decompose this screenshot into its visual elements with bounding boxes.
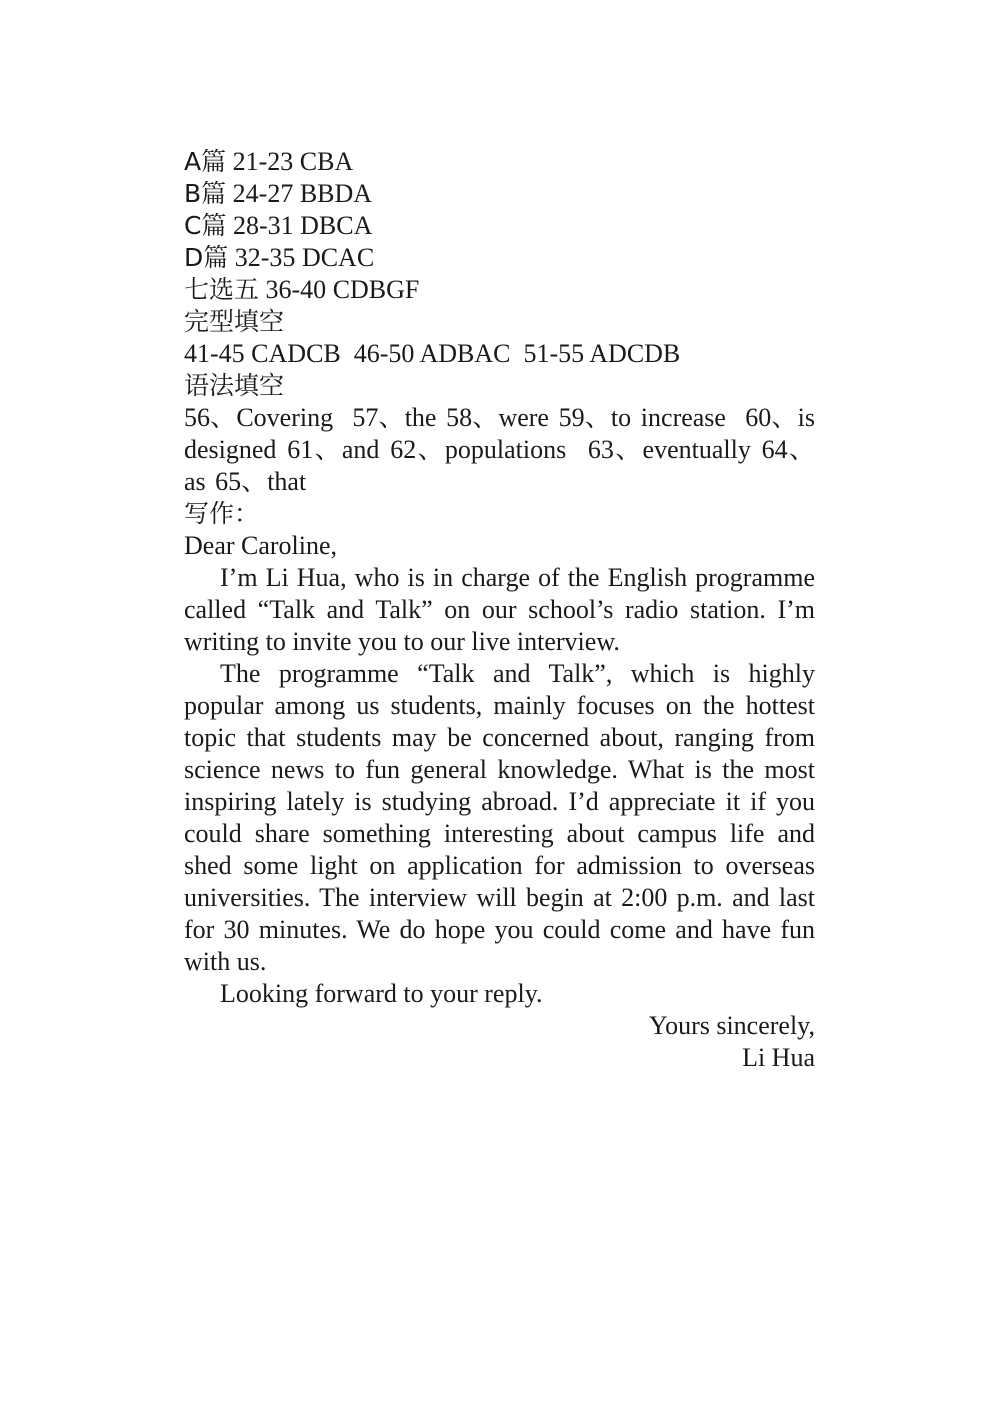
answers: ADBAC bbox=[419, 339, 511, 368]
answers: DBCA bbox=[300, 211, 373, 240]
question-range: 21-23 bbox=[232, 147, 294, 176]
cloze-answers bbox=[184, 338, 815, 370]
reading-c-answers bbox=[184, 210, 815, 242]
section-label: B篇 bbox=[184, 179, 227, 208]
answers: CADCB bbox=[251, 339, 341, 368]
seven-choose-five-answers bbox=[184, 274, 815, 306]
grammar-item: 63、eventually bbox=[587, 435, 751, 464]
writing-heading: 写作： bbox=[184, 499, 260, 528]
grammar-item: 59、to increase bbox=[558, 403, 726, 432]
answers: CDBGF bbox=[332, 275, 420, 304]
grammar-item: 60、is designed bbox=[184, 403, 815, 464]
answers: CBA bbox=[299, 147, 354, 176]
section-label: A篇 bbox=[184, 147, 227, 176]
grammar-heading: 语法填空 bbox=[184, 371, 285, 400]
letter-salutation: Dear Caroline, bbox=[184, 531, 338, 560]
letter-paragraph: The programme “Talk and Talk”, which is highly popular among us students, mainly focuses on the hottest topic that students may be concerned about, ranging from science news to fun general knowledge. What is the most inspiring lately is studying abroad. I’d appreciate it if you could share something interesting about campus life and shed some light on application for admission to overseas universities. The interview will begin at 2:00 p.m. and last for 30 minutes. We do hope you could come and have fun with us. bbox=[184, 659, 815, 976]
answers: BBDA bbox=[299, 179, 373, 208]
question-range: 36-40 bbox=[265, 275, 327, 304]
grammar-item: 62、populations bbox=[390, 435, 567, 464]
letter-closing: Yours sincerely, bbox=[648, 1011, 815, 1040]
grammar-item: 65、that bbox=[215, 467, 307, 496]
question-range: 28-31 bbox=[232, 211, 294, 240]
reading-b-answers bbox=[184, 178, 815, 210]
grammar-item: 56、Covering bbox=[184, 403, 334, 432]
letter-paragraph: Looking forward to your reply. bbox=[220, 979, 543, 1008]
grammar-item: 64、as bbox=[184, 435, 815, 496]
answers: DCAC bbox=[301, 243, 375, 272]
grammar-item: 57、the bbox=[352, 403, 437, 432]
question-range: 41-45 bbox=[184, 339, 245, 368]
section-label: D篇 bbox=[184, 243, 229, 272]
grammar-item: 61、and bbox=[287, 435, 380, 464]
answers: ADCDB bbox=[589, 339, 681, 368]
section-label: 七选五 bbox=[184, 275, 260, 304]
cloze-heading: 完型填空 bbox=[184, 307, 285, 336]
grammar-answers bbox=[184, 402, 815, 498]
question-range: 24-27 bbox=[232, 179, 294, 208]
reading-a-answers bbox=[184, 146, 815, 178]
question-range: 32-35 bbox=[234, 243, 296, 272]
letter-paragraph: I’m Li Hua, who is in charge of the English programme called “Talk and Talk” on our school’s radio station. I’m writing to invite you to our live interview. bbox=[184, 563, 815, 656]
question-range: 46-50 bbox=[353, 339, 415, 368]
section-label: C篇 bbox=[184, 211, 227, 240]
grammar-item: 58、were bbox=[446, 403, 549, 432]
answer-sheet bbox=[184, 146, 815, 1074]
reading-d-answers bbox=[184, 242, 815, 274]
letter-signature: Li Hua bbox=[742, 1043, 815, 1072]
question-range: 51-55 bbox=[523, 339, 585, 368]
